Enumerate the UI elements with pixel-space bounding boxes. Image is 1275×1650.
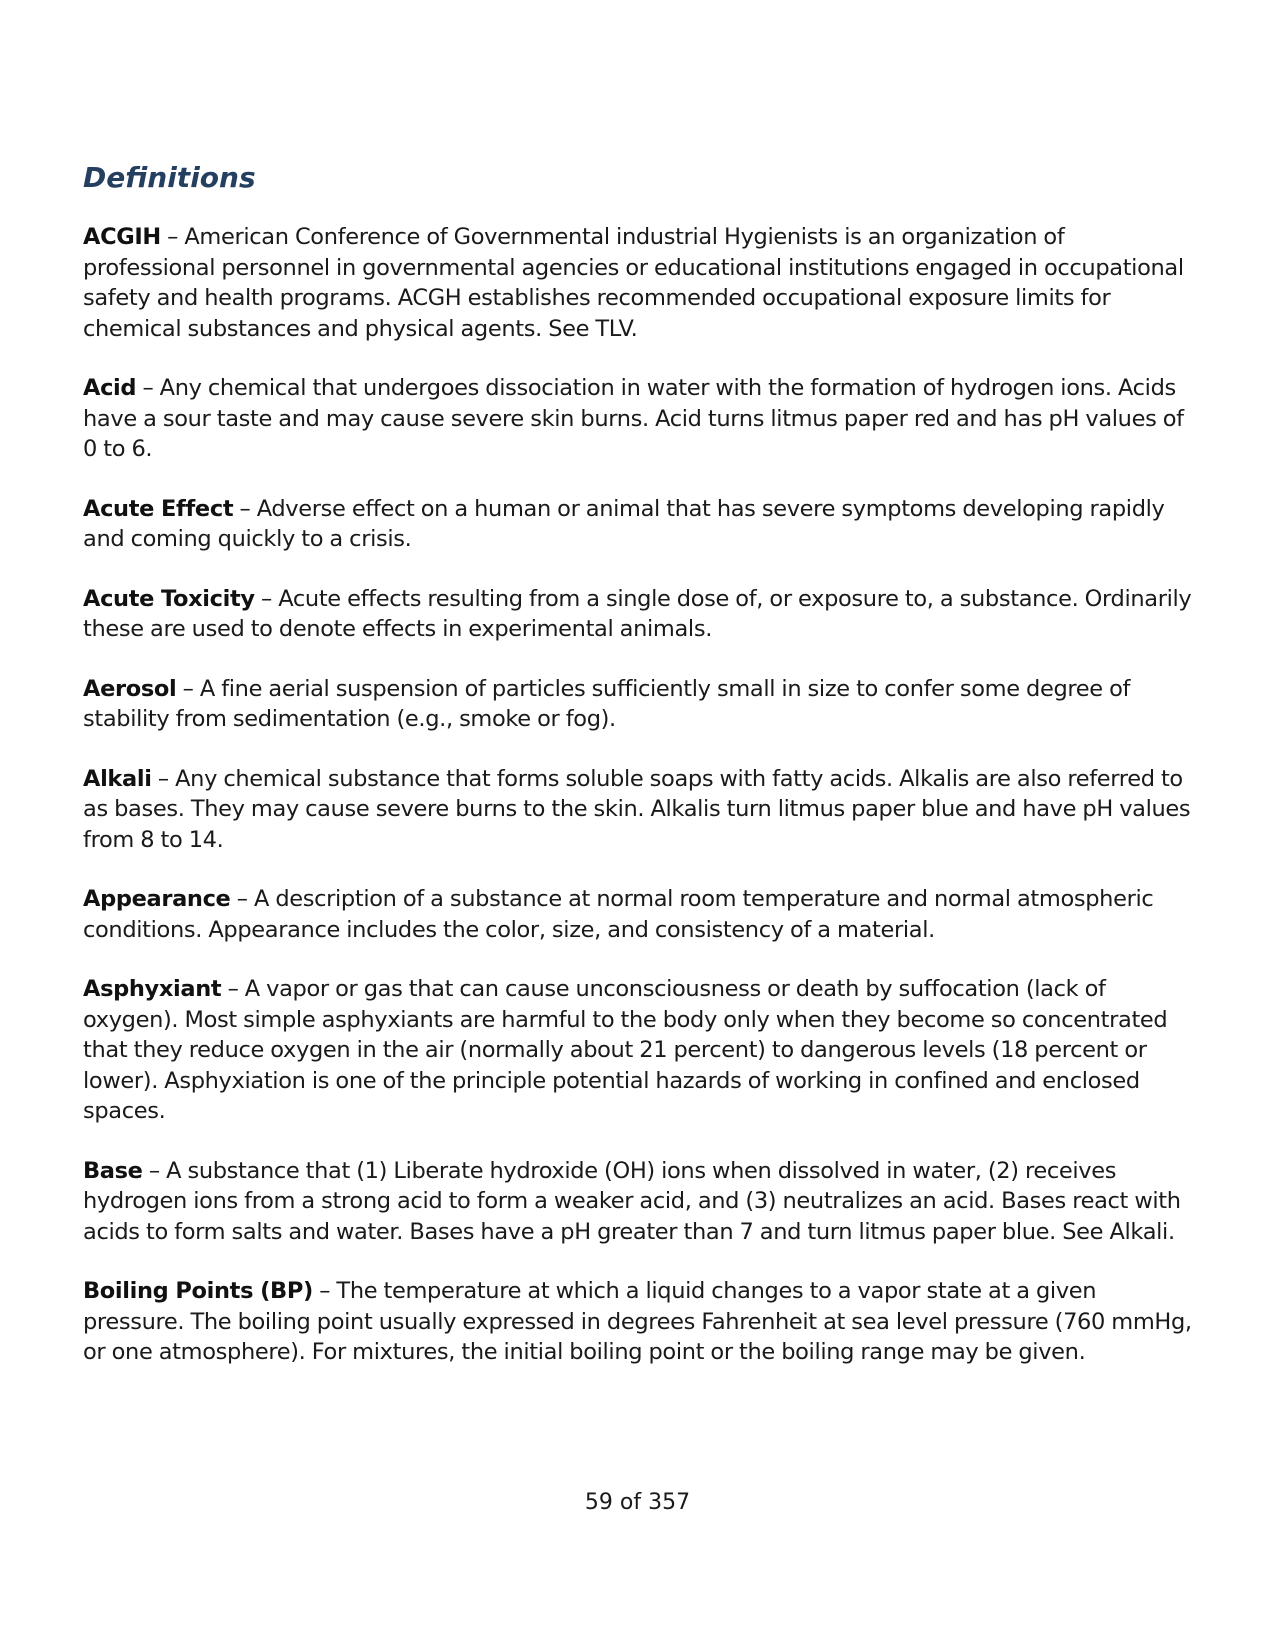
definition-text: – A vapor or gas that can cause unconsciousness or death by suffocation (lack of oxygen). Most simple asphyxiants are harmful to the body only when they become so concentrated that they reduce oxygen in the air (normally about 21 percent) to dangerous levels (18 percent or lower). Asphyxiation is one of the principle potential hazards of working in confined and enclosed spaces. <box>83 976 1168 1124</box>
definition-term: Acute Effect <box>83 495 234 522</box>
definition-term: Appearance <box>83 886 231 912</box>
document-body <box>83 160 1193 1397</box>
definition-term: ACGIH <box>83 224 161 250</box>
definition-term: Acid <box>83 375 137 401</box>
definition-text: – A fine aerial suspension of particles sufficiently small in size to confer some degree of stability from sedimentation (e.g., smoke or fog). <box>83 675 1131 732</box>
definition-alkali <box>83 764 1193 856</box>
definition-acgih <box>83 222 1193 344</box>
definition-acute-toxicity <box>83 584 1193 645</box>
definition-text: – A substance that (1) Liberate hydroxide (OH) ions when dissolved in water, (2) receives hydrogen ions from a strong acid to form a weaker acid, and (3) neutralizes an acid. Bases react with acids to form salts and water. Bases have a pH greater than 7 and turn litmus paper blue. See Alkali. <box>83 1157 1181 1245</box>
definition-aerosol <box>83 674 1193 735</box>
definition-term: Base <box>83 1157 143 1184</box>
definition-asphyxiant <box>83 974 1193 1127</box>
definition-term: Boiling Points (BP) <box>83 1278 313 1304</box>
definition-text: – American Conference of Governmental industrial Hygienists is an organization of professional personnel in governmental agencies or educational institutions engaged in occupational safety and health programs. ACGH establishes recommended occupational exposure limits for chemical substances and physical agents. See TLV. <box>83 224 1184 342</box>
definition-appearance <box>83 884 1193 945</box>
definition-term: Acute Toxicity <box>83 585 255 612</box>
definition-text: – Acute effects resulting from a single dose of, or exposure to, a substance. Ordinarily these are used to denote effects in experimental animals. <box>83 585 1192 642</box>
definition-text: – Any chemical substance that forms soluble soaps with fatty acids. Alkalis are also referred to as bases. They may cause severe burns to the skin. Alkalis turn litmus paper blue and have pH values from 8 to 14. <box>83 765 1191 853</box>
definition-text: – The temperature at which a liquid changes to a vapor state at a given pressure. The boiling point usually expressed in degrees Fahrenheit at sea level pressure (760 mmHg, or one atmosphere). For mixtures, the initial boiling point or the boiling range may be given. <box>83 1278 1192 1365</box>
page-number: 59 of 357 <box>584 1490 691 1515</box>
definition-text: – Adverse effect on a human or animal that has severe symptoms developing rapidly and coming quickly to a crisis. <box>83 495 1165 552</box>
definition-boiling-points <box>83 1276 1193 1368</box>
definition-term: Aerosol <box>83 675 177 702</box>
definition-base <box>83 1156 1193 1248</box>
definition-term: Alkali <box>83 765 152 792</box>
definition-text: – A description of a substance at normal room temperature and normal atmospheric conditions. Appearance includes the color, size, and consistency of a material. <box>83 886 1154 943</box>
definition-acute-effect <box>83 494 1193 555</box>
definition-term: Asphyxiant <box>83 976 222 1002</box>
section-heading: Definitions <box>83 161 256 194</box>
definition-acid <box>83 373 1193 465</box>
definition-text: – Any chemical that undergoes dissociation in water with the formation of hydrogen ions. Acids have a sour taste and may cause severe skin burns. Acid turns litmus paper red and has pH values of 0 to 6. <box>83 375 1184 462</box>
